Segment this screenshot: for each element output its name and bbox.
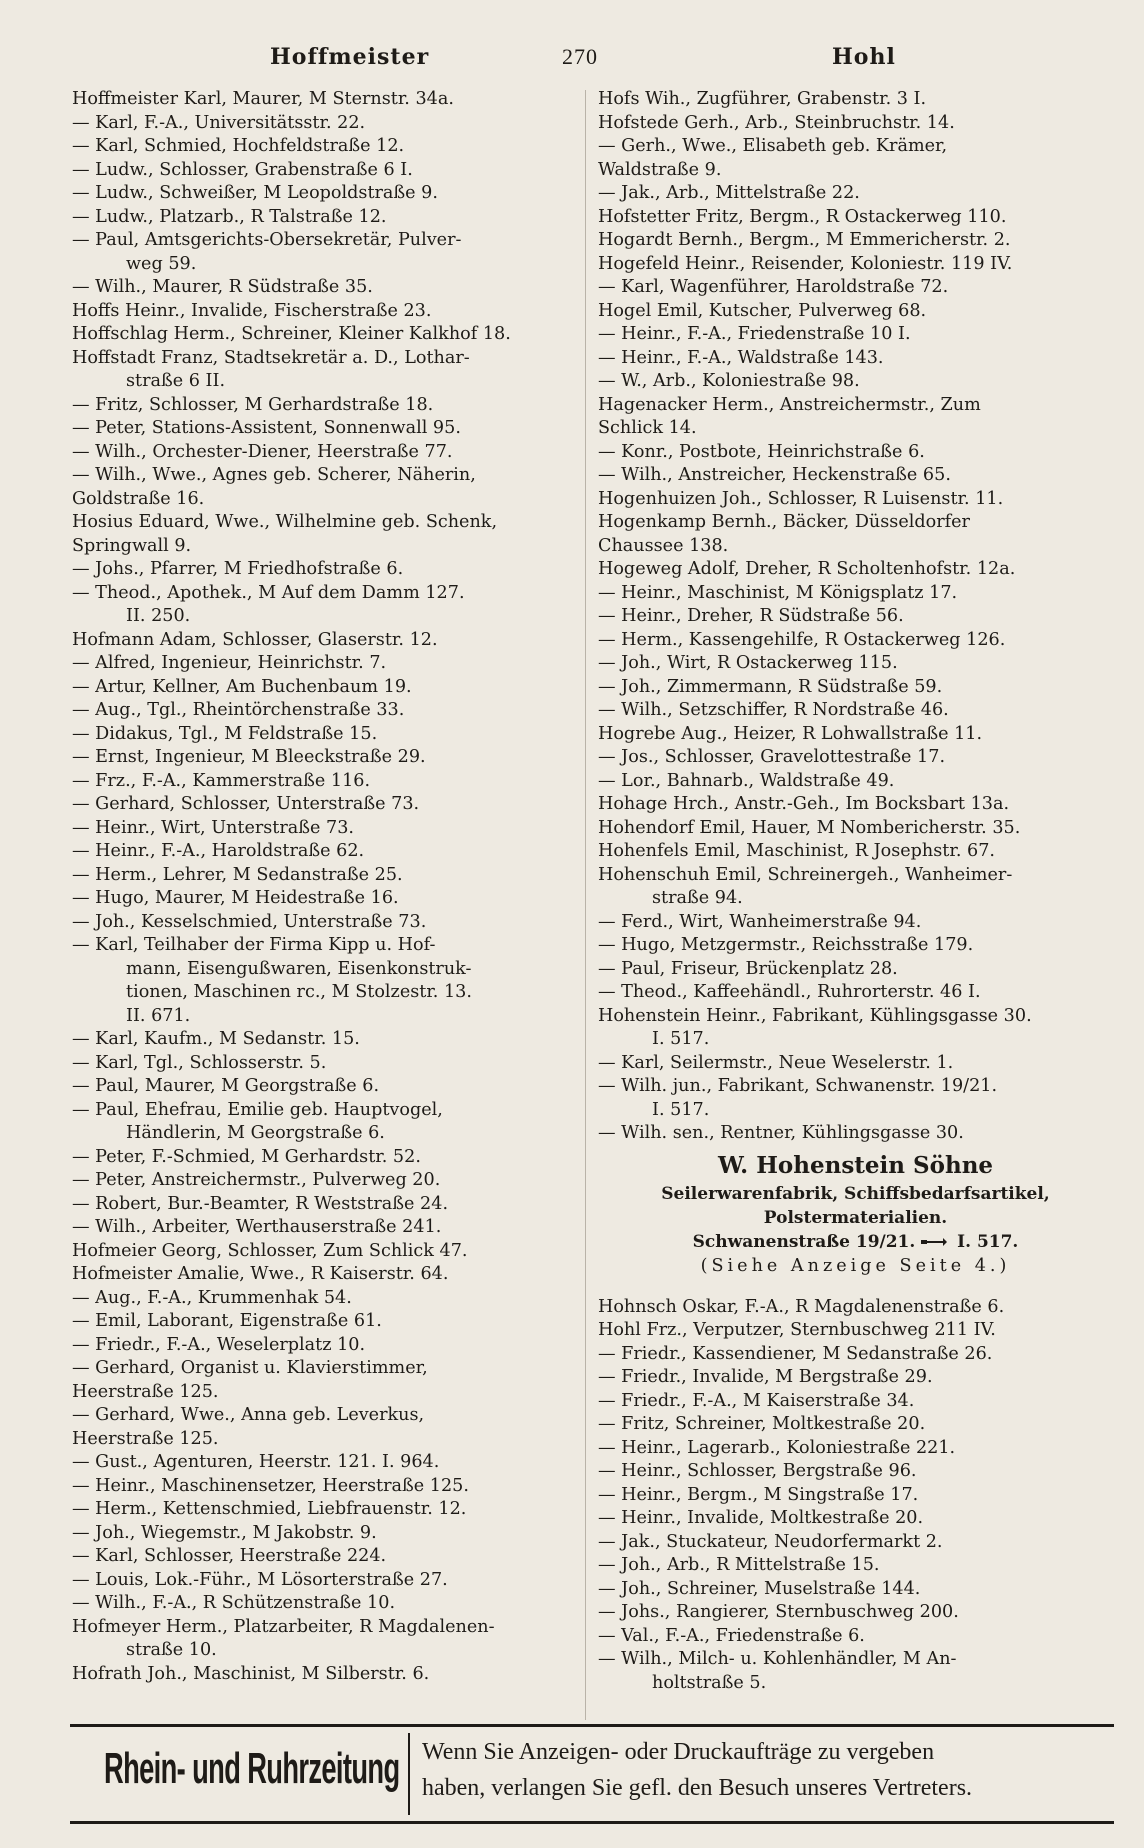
directory-entry (72, 182, 582, 206)
directory-entry (72, 253, 582, 277)
directory-entry (72, 1357, 582, 1381)
directory-entry (598, 464, 1113, 488)
entry-text: — Heinr., Dreher, R Südstraße 56. (598, 606, 904, 626)
right-column (598, 88, 1113, 1695)
directory-entry (598, 793, 1113, 817)
directory-entry (72, 370, 582, 394)
directory-entry (72, 1404, 582, 1428)
directory-entry (598, 864, 1113, 888)
directory-entry (72, 276, 582, 300)
entry-text: — Emil, Laborant, Eigenstraße 61. (72, 1311, 382, 1331)
entry-text: — Joh., Schreiner, Muselstraße 144. (598, 1578, 921, 1599)
entry-text: straße 10. (126, 1640, 217, 1660)
entry-text: Hagenacker Herm., Anstreichermstr., Zum (598, 394, 981, 415)
entry-text: — Ernst, Ingenieur, M Bleeckstraße 29. (72, 747, 426, 767)
directory-entry (598, 746, 1113, 770)
entry-text: Hohenschuh Emil, Schreinergeh., Wanheimer- (598, 864, 1013, 885)
directory-entry (72, 347, 582, 371)
directory-entry (598, 347, 1113, 371)
directory-entry (598, 699, 1113, 723)
entry-text: — Heinr., Wirt, Unterstraße 73. (72, 817, 355, 838)
directory-entry (72, 676, 582, 700)
entry-text: — Jos., Schlosser, Gravelottestraße 17. (598, 747, 946, 767)
directory-entry (72, 958, 582, 982)
directory-entry (72, 1569, 582, 1593)
entry-text: I. 517. (652, 1099, 710, 1120)
entry-text: Hofstede Gerh., Arb., Steinbruchstr. 14. (598, 112, 955, 133)
entry-text: — Joh., Wiegemstr., M Jakobstr. 9. (72, 1522, 377, 1543)
directory-entry (598, 1578, 1113, 1602)
directory-entry (72, 1451, 582, 1475)
directory-entry (598, 441, 1113, 465)
directory-entry (72, 535, 582, 559)
directory-entry (598, 676, 1113, 700)
entry-text: Hofs Wih., Zugführer, Grabenstr. 3 I. (598, 89, 927, 109)
directory-entry (72, 817, 582, 841)
directory-entry (598, 417, 1113, 441)
entry-text: Hohendorf Emil, Hauer, M Nombericherstr. 35. (598, 817, 1021, 838)
directory-entry (72, 605, 582, 629)
advert-line-3 (598, 1230, 1113, 1254)
directory-entry (72, 112, 582, 136)
directory-entry (72, 1169, 582, 1193)
entry-text: Hogefeld Heinr., Reisender, Koloniestr. 119 IV. (598, 253, 1013, 274)
directory-entry (598, 1554, 1113, 1578)
entry-text: holtstraße 5. (652, 1672, 767, 1693)
directory-entry (598, 488, 1113, 512)
directory-entry (72, 300, 582, 324)
entry-text: — Jak., Arb., Mittelstraße 22. (598, 183, 860, 203)
directory-entry (72, 1475, 582, 1499)
entry-text: Waldstraße 9. (598, 159, 722, 180)
directory-entry (72, 770, 582, 794)
directory-entry (598, 1484, 1113, 1508)
entry-text: Hoffs Heinr., Invalide, Fischerstraße 23. (72, 300, 432, 321)
entry-text: Hogenhuizen Joh., Schlosser, R Luisenstr. 11. (598, 488, 1004, 509)
entry-text: II. 250. (126, 606, 191, 626)
directory-entry (72, 511, 582, 535)
directory-entry (598, 1343, 1113, 1367)
directory-entry (598, 1531, 1113, 1555)
entry-text: tionen, Maschinen rc., M Stolzestr. 13. (126, 982, 472, 1002)
directory-entry (72, 934, 582, 958)
entry-text: Hogel Emil, Kutscher, Pulverweg 68. (598, 300, 927, 321)
advert-address: Schwanenstraße 19/21. (692, 1231, 916, 1252)
directory-entry (598, 1648, 1113, 1672)
footer-divider (408, 1733, 410, 1815)
entry-text: — Karl, Schmied, Hochfeldstraße 12. (72, 136, 405, 156)
entry-text: — Alfred, Ingenieur, Heinrichstr. 7. (72, 653, 387, 673)
entry-text: — Gerhard, Organist u. Klavierstimmer, (72, 1358, 428, 1378)
directory-entry (72, 840, 582, 864)
directory-entry (72, 793, 582, 817)
directory-entry (598, 1075, 1113, 1099)
entry-text: Heerstraße 125. (72, 1381, 219, 1402)
entry-text: Hoffstadt Franz, Stadtsekretär a. D., Lothar- (72, 347, 470, 368)
entry-text: — Paul, Friseur, Brückenplatz 28. (598, 958, 898, 979)
directory-entry (598, 394, 1113, 418)
telephone-icon (921, 1238, 947, 1246)
header-left-keyword: Hoffmeister (270, 44, 430, 70)
entry-text: — Paul, Ehefrau, Emilie geb. Hauptvogel, (72, 1099, 443, 1120)
entry-text: — Herm., Kassengehilfe, R Ostackerweg 126. (598, 629, 1006, 650)
directory-entry (72, 887, 582, 911)
directory-entry (72, 1592, 582, 1616)
directory-entry (598, 88, 1113, 112)
directory-entry (598, 323, 1113, 347)
entry-text: — W., Arb., Koloniestraße 98. (598, 371, 860, 391)
entry-text: Hoffschlag Herm., Schreiner, Kleiner Kalkhof 18. (72, 324, 511, 344)
entry-text: — Robert, Bur.-Beamter, R Weststraße 24. (72, 1193, 449, 1214)
directory-entry (72, 1052, 582, 1076)
entry-text: mann, Eisengußwaren, Eisenkonstruk- (126, 958, 472, 979)
entry-text: — Louis, Lok.-Führ., M Lösorterstraße 27. (72, 1569, 448, 1590)
entry-text: — Fritz, Schlosser, M Gerhardstraße 18. (72, 394, 434, 415)
directory-entry (72, 1263, 582, 1287)
entry-text: — Karl, Teilhaber der Firma Kipp u. Hof- (72, 935, 436, 955)
entry-text: Heerstraße 125. (72, 1428, 219, 1449)
page-number: 270 (562, 44, 598, 69)
directory-entry (72, 417, 582, 441)
directory-entry (72, 488, 582, 512)
directory-entry (72, 229, 582, 253)
directory-entry (598, 535, 1113, 559)
directory-entry (598, 887, 1113, 911)
entry-text: — Gust., Agenturen, Heerstr. 121. I. 964. (72, 1452, 440, 1472)
entry-text: — Frz., F.-A., Kammerstraße 116. (72, 770, 371, 791)
right-column-top (598, 88, 1113, 1146)
directory-entry (72, 1075, 582, 1099)
entry-text: — Karl, F.-A., Universitätsstr. 22. (72, 112, 366, 133)
entry-text: Hogrebe Aug., Heizer, R Lohwallstraße 11. (598, 723, 983, 744)
entry-text: weg 59. (126, 253, 197, 274)
directory-entry (72, 699, 582, 723)
entry-text: — Wilh., Maurer, R Südstraße 35. (72, 277, 373, 297)
entry-text: — Heinr., F.-A., Friedenstraße 10 I. (598, 324, 911, 344)
entry-text: — Karl, Kaufm., M Sedanstr. 15. (72, 1029, 360, 1049)
entry-text: — Hugo, Metzgermstr., Reichsstraße 179. (598, 935, 974, 955)
entry-text: — Johs., Rangierer, Sternbuschweg 200. (598, 1602, 959, 1622)
directory-entry (598, 723, 1113, 747)
directory-entry (72, 1310, 582, 1334)
entry-text: — Herm., Lehrer, M Sedanstraße 25. (72, 864, 403, 885)
directory-entry (598, 1296, 1113, 1320)
directory-entry (598, 629, 1113, 653)
directory-entry (72, 1616, 582, 1640)
directory-entry (598, 817, 1113, 841)
entry-text: I. 517. (652, 1029, 710, 1049)
directory-entry (598, 1366, 1113, 1390)
directory-entry (72, 1428, 582, 1452)
directory-entry (72, 88, 582, 112)
entry-text: straße 6 II. (126, 371, 226, 391)
entry-text: — Paul, Maurer, M Georgstraße 6. (72, 1076, 380, 1096)
entry-text: Hoffmeister Karl, Maurer, M Sternstr. 34a. (72, 89, 454, 109)
directory-entry (72, 1287, 582, 1311)
directory-entry (598, 1052, 1113, 1076)
entry-text: Hogenkamp Bernh., Bäcker, Düsseldorfer (598, 512, 970, 532)
directory-entry (598, 1028, 1113, 1052)
directory-entry (72, 558, 582, 582)
directory-entry (598, 511, 1113, 535)
header-right-keyword: Hohl (832, 44, 896, 70)
directory-entry (598, 958, 1113, 982)
entry-text: — Lor., Bahnarb., Waldstraße 49. (598, 770, 895, 791)
directory-entry (72, 723, 582, 747)
entry-text: Hofmeier Georg, Schlosser, Zum Schlick 47. (72, 1240, 468, 1261)
entry-text: — Karl, Schlosser, Heerstraße 224. (72, 1546, 387, 1566)
advert-telephone: I. 517. (957, 1231, 1019, 1252)
entry-text: — Joh., Kesselschmied, Unterstraße 73. (72, 911, 427, 932)
right-column-bottom (598, 1296, 1113, 1696)
advert-line-1: Seilerwarenfabrik, Schiffsbedarfsartikel, (661, 1183, 1050, 1204)
entry-text: Springwall 9. (72, 535, 192, 556)
entry-text: — Theod., Kaffeehändl., Ruhrorterstr. 46 I. (598, 982, 981, 1002)
directory-entry (72, 911, 582, 935)
directory-entry (72, 981, 582, 1005)
entry-text: Hofrath Joh., Maschinist, M Silberstr. 6. (72, 1663, 430, 1684)
directory-entry (598, 840, 1113, 864)
entry-text: — Gerhard, Schlosser, Unterstraße 73. (72, 794, 420, 814)
entry-text: — Heinr., Schlosser, Bergstraße 96. (598, 1461, 917, 1481)
directory-entry (72, 1240, 582, 1264)
entry-text: — Peter, Stations-Assistent, Sonnenwall 95. (72, 418, 461, 438)
entry-text: Hohl Frz., Verputzer, Sternbuschweg 211 IV. (598, 1320, 996, 1340)
entry-text: Goldstraße 16. (72, 488, 205, 509)
directory-entry (72, 1663, 582, 1687)
entry-text: — Joh., Wirt, R Ostackerweg 115. (598, 653, 898, 673)
entry-text: Chaussee 138. (598, 535, 729, 556)
entry-text: — Wilh., Setzschiffer, R Nordstraße 46. (598, 700, 949, 720)
entry-text: — Wilh., Arbeiter, Werthauserstraße 241. (72, 1217, 442, 1237)
entry-text: — Karl, Tgl., Schlosserstr. 5. (72, 1052, 327, 1073)
directory-entry (72, 582, 582, 606)
advert-hohenstein (598, 1150, 1113, 1278)
entry-text: — Gerh., Wwe., Elisabeth geb. Krämer, (598, 136, 948, 156)
directory-entry (72, 1334, 582, 1358)
entry-text: — Didakus, Tgl., M Feldstraße 15. (72, 723, 378, 744)
entry-text: II. 671. (126, 1005, 191, 1026)
directory-entry (598, 112, 1113, 136)
entry-text: — Herm., Kettenschmied, Liebfrauenstr. 12. (72, 1499, 467, 1519)
entry-text: Hogeweg Adolf, Dreher, R Scholtenhofstr. 12a. (598, 559, 1016, 579)
entry-text: — Wilh., Wwe., Agnes geb. Scherer, Näherin, (72, 465, 476, 485)
entry-text: Hohage Hrch., Anstr.-Geh., Im Bocksbart 13a. (598, 794, 1010, 814)
directory-entry (598, 276, 1113, 300)
directory-entry (598, 981, 1113, 1005)
directory-entry (598, 370, 1113, 394)
entry-text: — Fritz, Schreiner, Moltkestraße 20. (598, 1414, 926, 1434)
directory-entry (598, 582, 1113, 606)
directory-entry (72, 135, 582, 159)
directory-entry (72, 1545, 582, 1569)
entry-text: Hofstetter Fritz, Bergm., R Ostackerweg 110. (598, 206, 1007, 227)
entry-text: — Jak., Stuckateur, Neudorfermarkt 2. (598, 1531, 943, 1552)
entry-text: Hofmeister Amalie, Wwe., R Kaiserstr. 64. (72, 1264, 449, 1284)
directory-entry (598, 1390, 1113, 1414)
entry-text: — Wilh., Milch- u. Kohlenhändler, M An- (598, 1649, 957, 1669)
directory-entry (598, 182, 1113, 206)
entry-text: — Peter, F.-Schmied, M Gerhardstr. 52. (72, 1146, 421, 1167)
directory-entry (72, 1146, 582, 1170)
entry-text: — Heinr., Maschinist, M Königsplatz 17. (598, 582, 958, 603)
directory-entry (72, 629, 582, 653)
entry-text: — Aug., F.-A., Krummenhak 54. (72, 1287, 352, 1308)
directory-entry (598, 1319, 1113, 1343)
entry-text: Hogardt Bernh., Bergm., M Emmericherstr. 2. (598, 230, 1011, 250)
entry-text: — Ludw., Schweißer, M Leopoldstraße 9. (72, 183, 438, 203)
entry-text: Händlerin, M Georgstraße 6. (126, 1123, 385, 1143)
entry-text: — Heinr., F.-A., Haroldstraße 62. (72, 841, 365, 861)
directory-entry (72, 206, 582, 230)
directory-entry (72, 1522, 582, 1546)
entry-text: — Heinr., F.-A., Waldstraße 143. (598, 347, 884, 368)
entry-text: — Konr., Postbote, Heinrichstraße 6. (598, 441, 925, 462)
advert-line-4: (Siehe Anzeige Seite 4.) (700, 1255, 1011, 1276)
directory-entry (598, 1601, 1113, 1625)
entry-text: — Gerhard, Wwe., Anna geb. Leverkus, (72, 1405, 425, 1425)
entry-text: — Artur, Kellner, Am Buchenbaum 19. (72, 676, 412, 697)
directory-entry (72, 1216, 582, 1240)
directory-entry (598, 934, 1113, 958)
left-column (72, 88, 582, 1686)
entry-text: — Karl, Seilermstr., Neue Weselerstr. 1. (598, 1052, 954, 1073)
entry-text: Hohenfels Emil, Maschinist, R Josephstr. 67. (598, 841, 995, 861)
entry-text: — Wilh. jun., Fabrikant, Schwanenstr. 19/21. (598, 1076, 998, 1096)
entry-text: — Paul, Amtsgerichts-Obersekretär, Pulver- (72, 230, 462, 250)
advert-title: W. Hohenstein Söhne (717, 1151, 994, 1179)
entry-text: Hohnsch Oskar, F.-A., R Magdalenenstraße 6. (598, 1296, 1005, 1317)
footer-advertisement (70, 1724, 1114, 1824)
directory-entry (598, 1460, 1113, 1484)
directory-entry (72, 864, 582, 888)
footer-text-line-1: Wenn Sie Anzeigen- oder Druckaufträge zu vergeben (422, 1739, 935, 1765)
entry-text: — Wilh., Orchester-Diener, Heerstraße 77. (72, 441, 453, 462)
entry-text: — Heinr., Lagerarb., Koloniestraße 221. (598, 1437, 956, 1458)
directory-entry (598, 135, 1113, 159)
entry-text: — Friedr., F.-A., M Kaiserstraße 34. (598, 1390, 915, 1411)
entry-text: — Wilh., Anstreicher, Heckenstraße 65. (598, 465, 951, 485)
directory-entry (598, 159, 1113, 183)
directory-entry (72, 464, 582, 488)
directory-entry (598, 605, 1113, 629)
entry-text: — Ludw., Schlosser, Grabenstraße 6 I. (72, 159, 413, 180)
directory-entry (72, 394, 582, 418)
entry-text: — Theod., Apothek., M Auf dem Damm 127. (72, 582, 465, 603)
entry-text: Hofmann Adam, Schlosser, Glaserstr. 12. (72, 629, 438, 650)
directory-entry (598, 652, 1113, 676)
entry-text: Hosius Eduard, Wwe., Wilhelmine geb. Schenk, (72, 512, 498, 532)
entry-text: — Heinr., Invalide, Moltkestraße 20. (598, 1508, 924, 1528)
directory-entry (72, 159, 582, 183)
directory-entry (72, 1193, 582, 1217)
directory-entry (72, 1381, 582, 1405)
directory-entry (598, 1005, 1113, 1029)
directory-entry (72, 1099, 582, 1123)
entry-text: Hohenstein Heinr., Fabrikant, Kühlingsgasse 30. (598, 1005, 1032, 1026)
directory-entry (598, 558, 1113, 582)
entry-text: — Friedr., F.-A., Weselerplatz 10. (72, 1334, 366, 1355)
entry-text: — Johs., Pfarrer, M Friedhofstraße 6. (72, 559, 404, 579)
directory-entry (598, 206, 1113, 230)
entry-text: — Friedr., Invalide, M Bergstraße 29. (598, 1367, 933, 1387)
entry-text: — Joh., Arb., R Mittelstraße 15. (598, 1555, 880, 1575)
entry-text: — Karl, Wagenführer, Haroldstraße 72. (598, 277, 949, 297)
directory-entry (598, 1122, 1113, 1146)
entry-text: Schlick 14. (598, 418, 697, 438)
entry-text: — Ferd., Wirt, Wanheimerstraße 94. (598, 911, 922, 932)
directory-entry (598, 1099, 1113, 1123)
entry-text: — Heinr., Maschinensetzer, Heerstraße 125. (72, 1475, 469, 1496)
entry-text: Hofmeyer Herm., Platzarbeiter, R Magdalenen- (72, 1616, 495, 1637)
entry-text: — Friedr., Kassendiener, M Sedanstraße 26. (598, 1343, 993, 1364)
advert-line-2: Polstermaterialien. (763, 1207, 948, 1228)
directory-entry (598, 1507, 1113, 1531)
directory-entry (72, 1122, 582, 1146)
entry-text: — Wilh. sen., Rentner, Kühlingsgasse 30. (598, 1123, 964, 1143)
footer-text-line-2: haben, verlangen Sie gefl. den Besuch unseres Vertreters. (422, 1775, 973, 1801)
directory-entry (598, 253, 1113, 277)
directory-entry (598, 229, 1113, 253)
entry-text: — Ludw., Platzarb., R Talstraße 12. (72, 206, 387, 227)
entry-text: — Wilh., F.-A., R Schützenstraße 10. (72, 1593, 396, 1613)
directory-entry (598, 1672, 1113, 1696)
directory-entry (72, 1005, 582, 1029)
directory-entry (72, 441, 582, 465)
entry-text: straße 94. (652, 888, 743, 908)
directory-entry (72, 1498, 582, 1522)
entry-text: — Hugo, Maurer, M Heidestraße 16. (72, 888, 399, 908)
directory-entry (72, 1639, 582, 1663)
directory-entry (72, 1028, 582, 1052)
directory-entry (72, 652, 582, 676)
directory-entry (598, 911, 1113, 935)
entry-text: — Val., F.-A., Friedenstraße 6. (598, 1625, 865, 1646)
entry-text: — Heinr., Bergm., M Singstraße 17. (598, 1484, 919, 1505)
entry-text: — Joh., Zimmermann, R Südstraße 59. (598, 676, 943, 697)
column-divider (585, 90, 586, 1720)
directory-entry (598, 1437, 1113, 1461)
directory-entry (72, 323, 582, 347)
directory-entry (72, 746, 582, 770)
footer-newspaper-title: Rhein- und Ruhrzeitung (104, 1744, 400, 1793)
directory-entry (598, 1625, 1113, 1649)
entry-text: — Peter, Anstreichermstr., Pulverweg 20. (72, 1170, 441, 1190)
directory-entry (598, 300, 1113, 324)
directory-entry (598, 1413, 1113, 1437)
entry-text: — Aug., Tgl., Rheintörchenstraße 33. (72, 700, 405, 720)
directory-entry (598, 770, 1113, 794)
